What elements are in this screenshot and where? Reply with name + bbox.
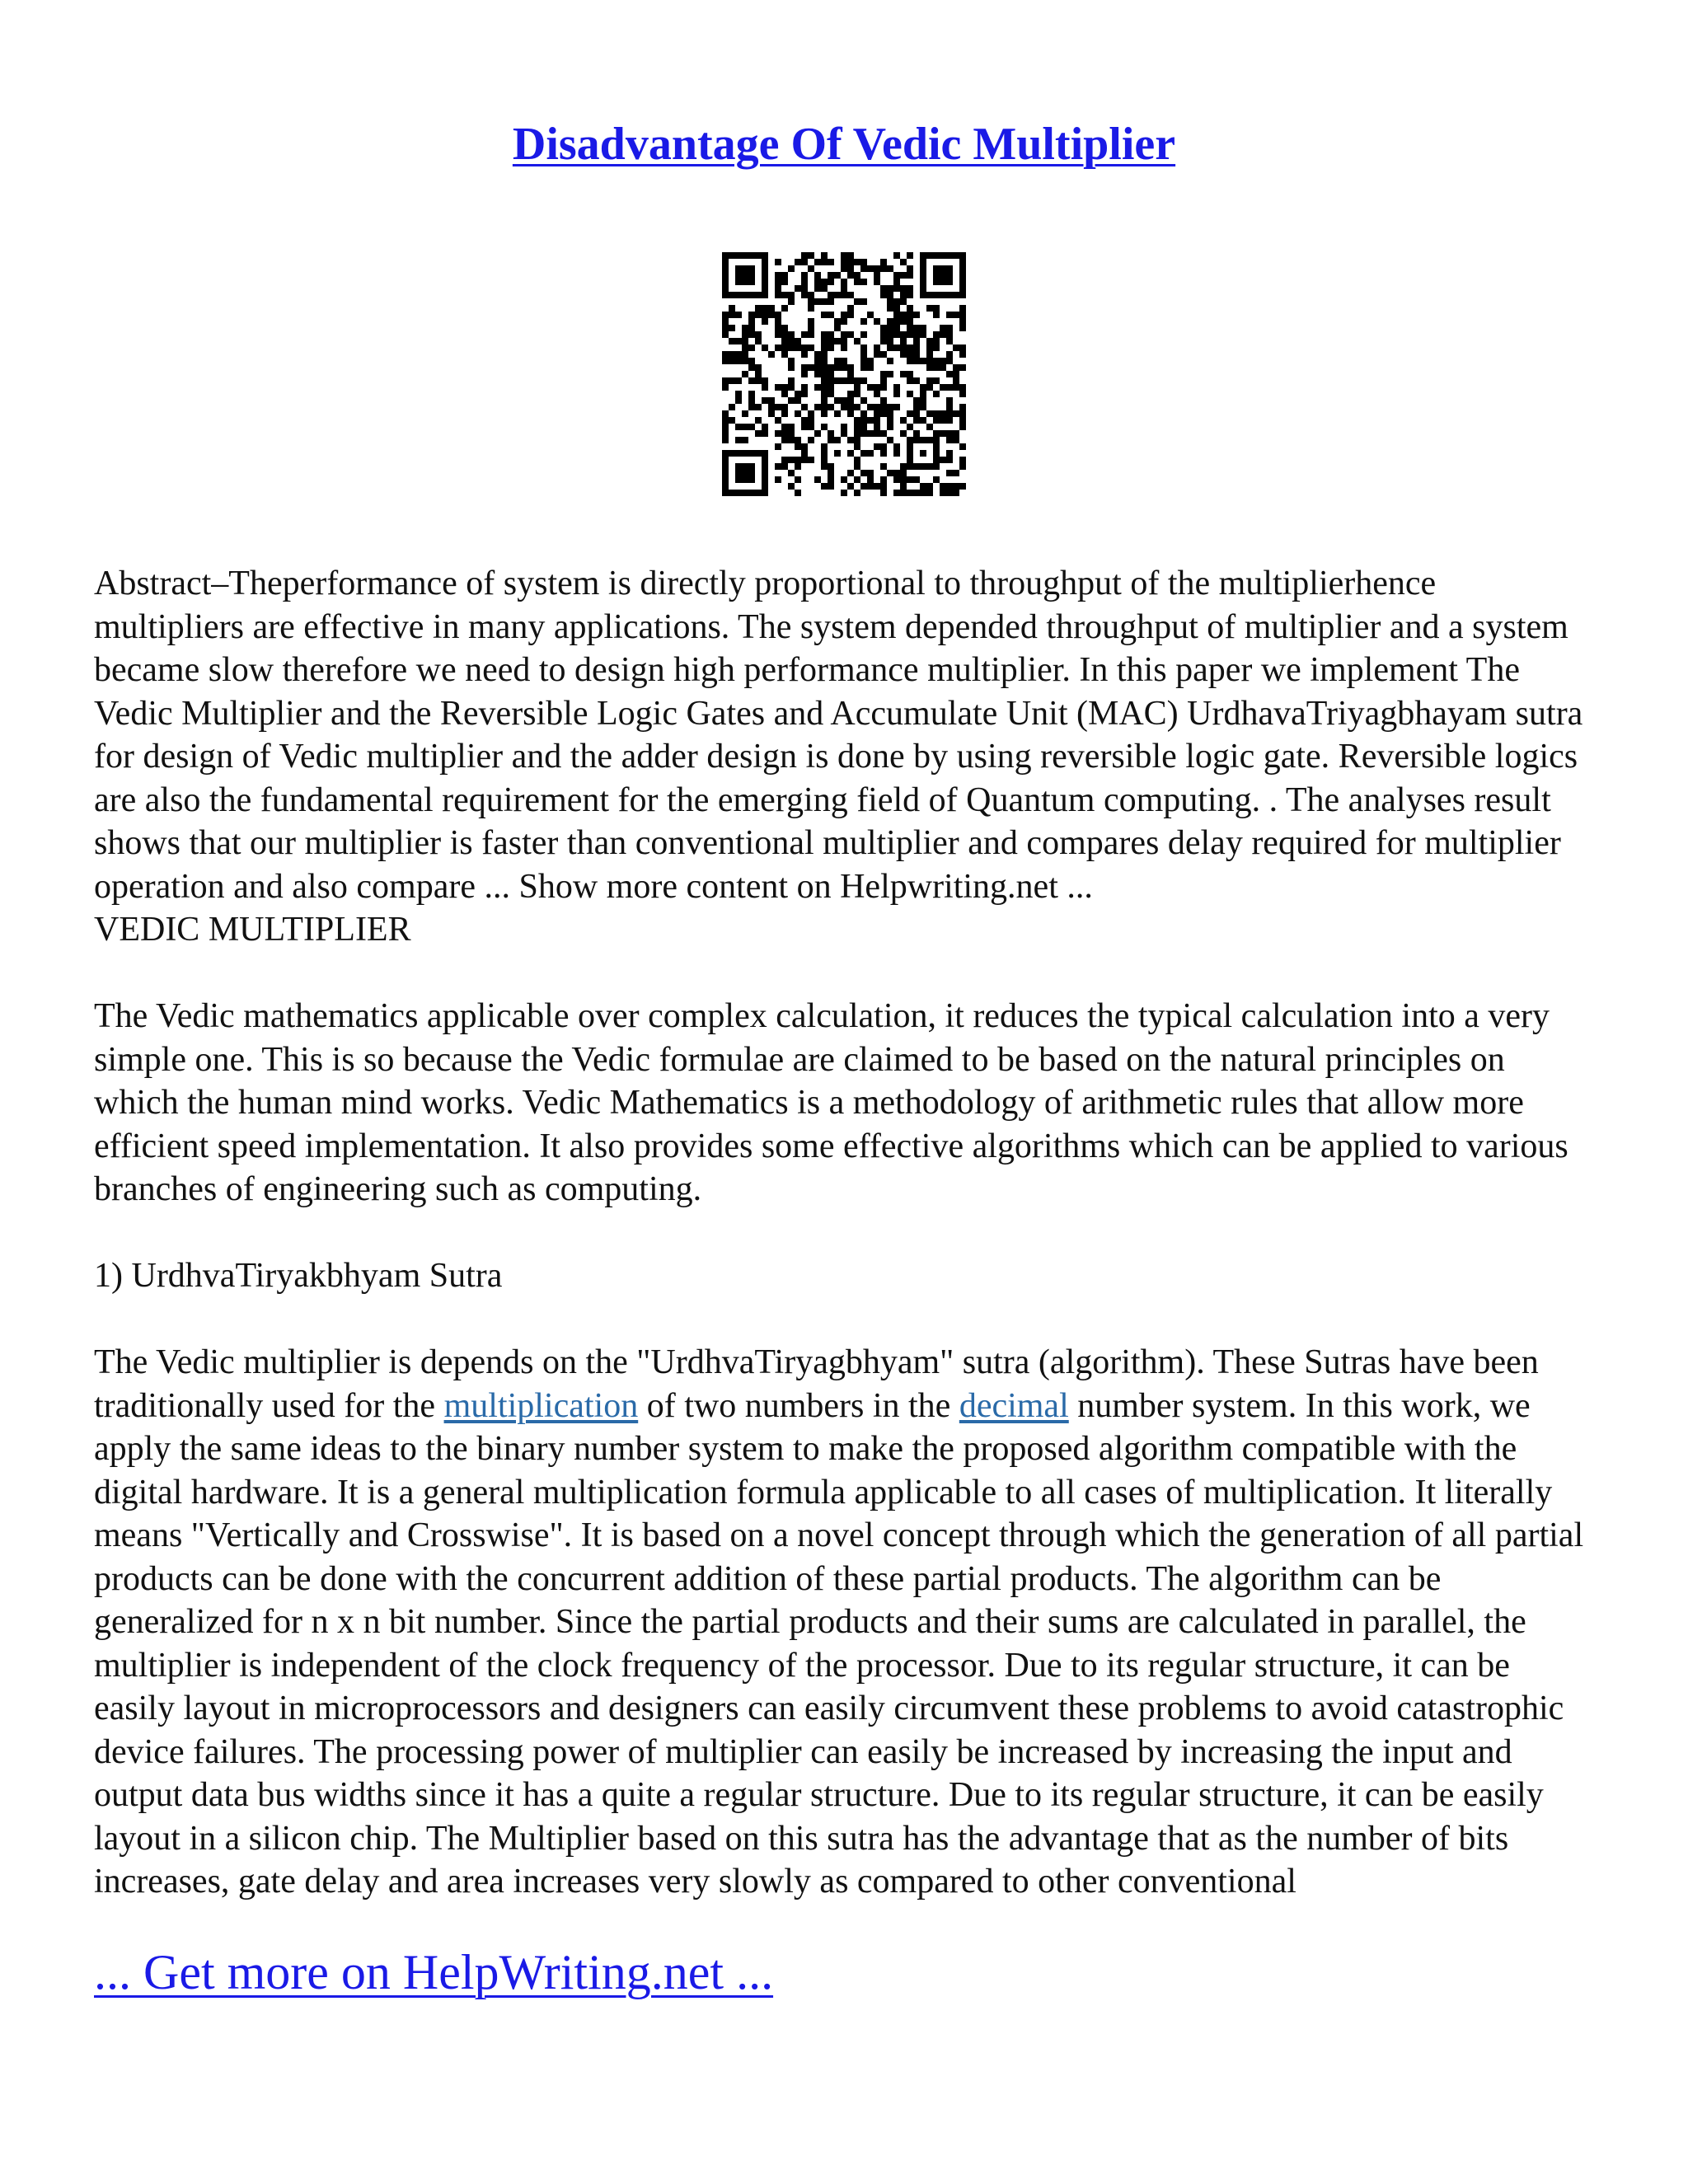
sutra-text-2: of two numbers in the bbox=[638, 1386, 959, 1425]
qr-code-container bbox=[94, 252, 1594, 498]
section-heading: VEDIC MULTIPLIER bbox=[94, 911, 411, 949]
page-title bbox=[94, 115, 1594, 173]
get-more-link[interactable]: ... Get more on HelpWriting.net ... bbox=[94, 1944, 774, 1999]
document-page bbox=[94, 115, 1594, 2003]
sutra-text-3: number system. In this work, we apply the same ideas to the binary number system to make the proposed algorithm compatible with the digital hardware. It is a general multiplication formula applicable to all cases of multiplication. It literally means "Vertically and Crosswise". It is based on a novel concept through which the generation of all partial products can be done with the concurrent addition of these partial products. The algorithm can be generalized for n x n bit number. Since the partial products and their sums are calculated in parallel, the multiplier is independent of the clock frequency of the processor. Due to its regular structure, it can be easily layout in microprocessors and designers can easily circumvent these problems to avoid catastrophic device failures. The processing power of multiplier can easily be increased by increasing the input and output data bus widths since it has a quite a regular structure. Due to its regular structure, it can be easily layout in a silicon chip. The Multiplier based on this sutra has the advantage that as the number of bits increases, gate delay and area increases very slowly as compared to other conventional bbox=[94, 1386, 1584, 1900]
multiplication-link[interactable]: multiplication bbox=[443, 1386, 639, 1425]
abstract-paragraph: Abstract–Theperformance of system is directly proportional to throughput of the multiplierhence multipliers are effective in many applications. The system depended throughput of multiplier and a system became slow therefore we need to design high performance multiplier. In this paper we implement The Vedic Multiplier and the Reversible Logic Gates and Accumulate Unit (MAC) UrdhavaTriyagbhayam sutra for design of Vedic multiplier and the adder design is done by using reversible logic gate. Reversible logics are also the fundamental requirement for the emerging field of Quantum computing. . The analyses result shows that our multiplier is faster than conventional multiplier and compares delay required for multiplier operation and also compare ... Show more content on Helpwriting.net ... bbox=[94, 565, 1583, 906]
intro-paragraph: The Vedic mathematics applicable over complex calculation, it reduces the typical calculation into a very simple one. This is so because the Vedic formulae are claimed to be based on the natural principles on which the human mind works. Vedic Mathematics is a methodology of arithmetic rules that allow more efficient speed implementation. It also provides some effective algorithms which can be applied to various branches of engineering such as computing. bbox=[94, 997, 1568, 1208]
document-body bbox=[94, 562, 1594, 1904]
footer bbox=[94, 1942, 1594, 2003]
title-link[interactable]: Disadvantage Of Vedic Multiplier bbox=[512, 119, 1176, 170]
subheading: 1) UrdhvaTiryakbhyam Sutra bbox=[94, 1257, 503, 1295]
sutra-paragraph bbox=[94, 1341, 1594, 1904]
qr-code-icon bbox=[722, 252, 966, 496]
decimal-link[interactable]: decimal bbox=[959, 1386, 1069, 1425]
sutra-text-1: The Vedic multiplier is depends on the "UrdhvaTiryagbhyam" sutra (algorithm). These Sutras have been traditionally used for the bbox=[94, 1343, 1539, 1425]
